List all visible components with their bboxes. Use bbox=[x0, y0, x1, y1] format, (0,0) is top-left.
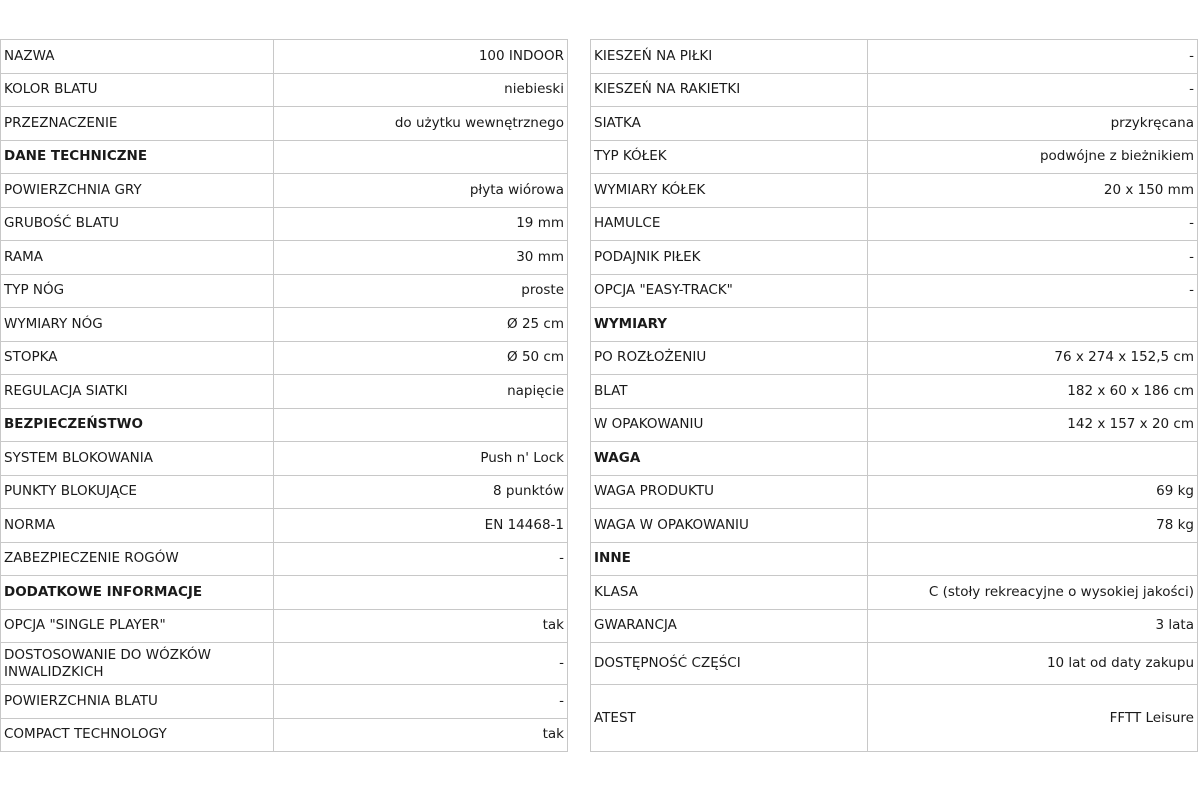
spec-label: TYP KÓŁEK bbox=[591, 140, 868, 174]
spec-label: KIESZEŃ NA PIŁKI bbox=[591, 40, 868, 74]
spec-row bbox=[1, 207, 568, 241]
spec-label: ATEST bbox=[591, 685, 868, 752]
spec-value: 69 kg bbox=[868, 475, 1198, 509]
spec-row bbox=[1, 718, 568, 752]
spec-row bbox=[591, 207, 1198, 241]
spec-table-left bbox=[0, 39, 568, 752]
section-title: INNE bbox=[591, 542, 868, 576]
spec-value: 3 lata bbox=[868, 609, 1198, 643]
spec-label: WAGA W OPAKOWANIU bbox=[591, 509, 868, 543]
spec-value: - bbox=[868, 241, 1198, 275]
section-header-row bbox=[591, 308, 1198, 342]
spec-value bbox=[868, 542, 1198, 576]
spec-label: NORMA bbox=[1, 509, 274, 543]
spec-value: 100 INDOOR bbox=[274, 40, 568, 74]
spec-row bbox=[591, 107, 1198, 141]
spec-label: POWIERZCHNIA BLATU bbox=[1, 685, 274, 719]
spec-value bbox=[274, 408, 568, 442]
spec-value: - bbox=[868, 40, 1198, 74]
spec-row bbox=[1, 107, 568, 141]
spec-row bbox=[591, 685, 1198, 752]
spec-value: - bbox=[868, 274, 1198, 308]
spec-row bbox=[1, 375, 568, 409]
spec-label: ZABEZPIECZENIE ROGÓW bbox=[1, 542, 274, 576]
section-title: DANE TECHNICZNE bbox=[1, 140, 274, 174]
spec-value bbox=[274, 576, 568, 610]
spec-value: niebieski bbox=[274, 73, 568, 107]
spec-label: WYMIARY NÓG bbox=[1, 308, 274, 342]
spec-value: 142 x 157 x 20 cm bbox=[868, 408, 1198, 442]
spec-row bbox=[1, 643, 568, 685]
spec-value: 19 mm bbox=[274, 207, 568, 241]
spec-value: 8 punktów bbox=[274, 475, 568, 509]
spec-label: KIESZEŃ NA RAKIETKI bbox=[591, 73, 868, 107]
spec-value: - bbox=[274, 643, 568, 685]
spec-label: OPCJA "SINGLE PLAYER" bbox=[1, 609, 274, 643]
spec-value: 10 lat od daty zakupu bbox=[868, 643, 1198, 685]
spec-row bbox=[591, 576, 1198, 610]
spec-label: PUNKTY BLOKUJĄCE bbox=[1, 475, 274, 509]
spec-value bbox=[868, 308, 1198, 342]
spec-value: - bbox=[274, 685, 568, 719]
spec-label: KOLOR BLATU bbox=[1, 73, 274, 107]
spec-row bbox=[591, 341, 1198, 375]
section-header-row bbox=[1, 140, 568, 174]
section-title: BEZPIECZEŃSTWO bbox=[1, 408, 274, 442]
spec-value: - bbox=[274, 542, 568, 576]
spec-row bbox=[1, 542, 568, 576]
spec-row bbox=[591, 609, 1198, 643]
spec-label: DOSTĘPNOŚĆ CZĘŚCI bbox=[591, 643, 868, 685]
spec-label: SIATKA bbox=[591, 107, 868, 141]
spec-value: 20 x 150 mm bbox=[868, 174, 1198, 208]
spec-row bbox=[591, 274, 1198, 308]
spec-value: tak bbox=[274, 609, 568, 643]
spec-value: 76 x 274 x 152,5 cm bbox=[868, 341, 1198, 375]
spec-row bbox=[591, 643, 1198, 685]
spec-label: PO ROZŁOŻENIU bbox=[591, 341, 868, 375]
spec-label: KLASA bbox=[591, 576, 868, 610]
spec-row bbox=[1, 685, 568, 719]
spec-label: REGULACJA SIATKI bbox=[1, 375, 274, 409]
spec-table-right bbox=[590, 39, 1198, 752]
section-header-row bbox=[1, 576, 568, 610]
spec-row bbox=[1, 40, 568, 74]
spec-label: COMPACT TECHNOLOGY bbox=[1, 718, 274, 752]
spec-label: POWIERZCHNIA GRY bbox=[1, 174, 274, 208]
section-title: DODATKOWE INFORMACJE bbox=[1, 576, 274, 610]
spec-value: Ø 50 cm bbox=[274, 341, 568, 375]
spec-value: - bbox=[868, 207, 1198, 241]
spec-row bbox=[1, 241, 568, 275]
spec-row bbox=[1, 475, 568, 509]
spec-label: GWARANCJA bbox=[591, 609, 868, 643]
spec-value: C (stoły rekreacyjne o wysokiej jakości) bbox=[868, 576, 1198, 610]
spec-value: do użytku wewnętrznego bbox=[274, 107, 568, 141]
spec-value: płyta wiórowa bbox=[274, 174, 568, 208]
spec-row bbox=[1, 274, 568, 308]
section-header-row bbox=[591, 442, 1198, 476]
spec-value: Push n' Lock bbox=[274, 442, 568, 476]
spec-label: SYSTEM BLOKOWANIA bbox=[1, 442, 274, 476]
spec-row bbox=[591, 475, 1198, 509]
spec-row bbox=[591, 509, 1198, 543]
spec-row bbox=[591, 40, 1198, 74]
spec-row bbox=[1, 609, 568, 643]
spec-row bbox=[1, 73, 568, 107]
spec-row bbox=[591, 174, 1198, 208]
spec-value bbox=[274, 140, 568, 174]
section-title: WAGA bbox=[591, 442, 868, 476]
spec-label: STOPKA bbox=[1, 341, 274, 375]
spec-label: WAGA PRODUKTU bbox=[591, 475, 868, 509]
spec-value: Ø 25 cm bbox=[274, 308, 568, 342]
spec-label: PRZEZNACZENIE bbox=[1, 107, 274, 141]
section-header-row bbox=[1, 408, 568, 442]
spec-value: napięcie bbox=[274, 375, 568, 409]
spec-row bbox=[591, 408, 1198, 442]
spec-row bbox=[1, 509, 568, 543]
spec-value bbox=[868, 442, 1198, 476]
section-header-row bbox=[591, 542, 1198, 576]
spec-value: 30 mm bbox=[274, 241, 568, 275]
spec-label: GRUBOŚĆ BLATU bbox=[1, 207, 274, 241]
spec-label: BLAT bbox=[591, 375, 868, 409]
spec-row bbox=[1, 174, 568, 208]
spec-label: TYP NÓG bbox=[1, 274, 274, 308]
spec-value: tak bbox=[274, 718, 568, 752]
spec-label: PODAJNIK PIŁEK bbox=[591, 241, 868, 275]
spec-label: HAMULCE bbox=[591, 207, 868, 241]
spec-row bbox=[591, 241, 1198, 275]
spec-row bbox=[1, 308, 568, 342]
spec-label: RAMA bbox=[1, 241, 274, 275]
spec-value: 78 kg bbox=[868, 509, 1198, 543]
spec-label: WYMIARY KÓŁEK bbox=[591, 174, 868, 208]
spec-label: DOSTOSOWANIE DO WÓZKÓW INWALIDZKICH bbox=[1, 643, 274, 685]
spec-value: podwójne z bieżnikiem bbox=[868, 140, 1198, 174]
spec-label: W OPAKOWANIU bbox=[591, 408, 868, 442]
spec-value: - bbox=[868, 73, 1198, 107]
spec-value: FFTT Leisure bbox=[868, 685, 1198, 752]
spec-row bbox=[1, 341, 568, 375]
spec-row bbox=[1, 442, 568, 476]
spec-label: NAZWA bbox=[1, 40, 274, 74]
section-title: WYMIARY bbox=[591, 308, 868, 342]
spec-value: przykręcana bbox=[868, 107, 1198, 141]
spec-row bbox=[591, 375, 1198, 409]
spec-label: OPCJA "EASY-TRACK" bbox=[591, 274, 868, 308]
spec-value: EN 14468-1 bbox=[274, 509, 568, 543]
spec-value: 182 x 60 x 186 cm bbox=[868, 375, 1198, 409]
spec-value: proste bbox=[274, 274, 568, 308]
spec-row bbox=[591, 140, 1198, 174]
spec-row bbox=[591, 73, 1198, 107]
